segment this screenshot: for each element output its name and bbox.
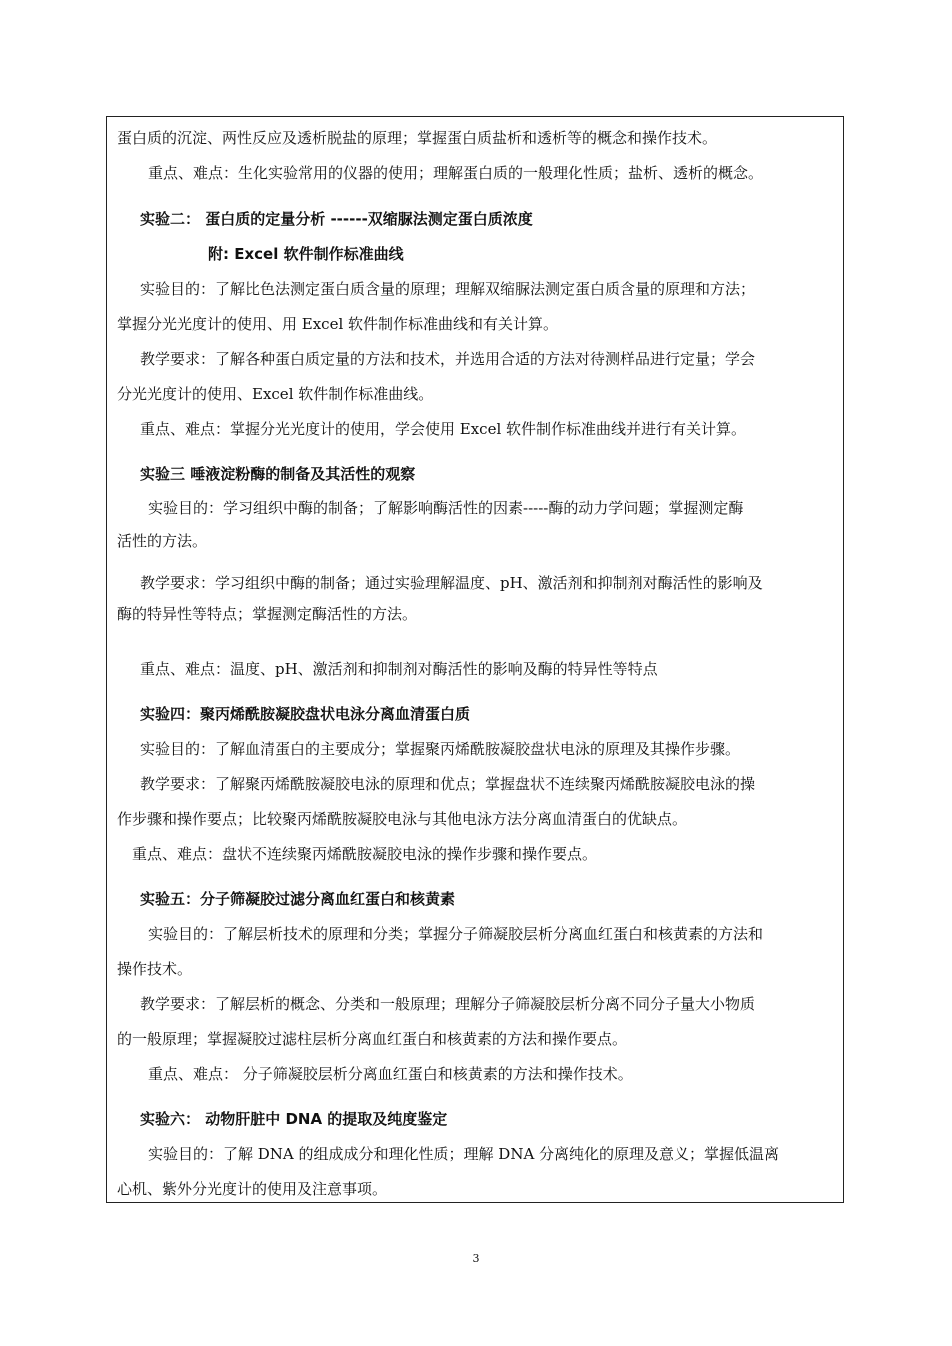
text-line: 实验目的：了解血清蛋白的主要成分；掌握聚丙烯酰胺凝胶盘状电泳的原理及其操作步骤。 — [140, 740, 741, 758]
section-heading-exp3: 实验三 唾液淀粉酶的制备及其活性的观察 — [140, 465, 416, 483]
text-line: 掌握分光光度计的使用、用 Excel 软件制作标准曲线和有关计算。 — [117, 315, 559, 333]
text-line: 教学要求：了解聚丙烯酰胺凝胶电泳的原理和优点；掌握盘状不连续聚丙烯酰胺凝胶电泳的操 — [140, 775, 756, 793]
section-heading-exp4: 实验四：聚丙烯酰胺凝胶盘状电泳分离血清蛋白质 — [140, 705, 471, 723]
text-line: 实验目的：学习组织中酶的制备；了解影响酶活性的因素-----酶的动力学问题；掌握测定酶 — [148, 499, 744, 517]
text-line: 的一般原理；掌握凝胶过滤柱层析分离血红蛋白和核黄素的方法和操作要点。 — [117, 1030, 628, 1048]
section-heading-exp2: 实验二： 蛋白质的定量分析 ------双缩脲法测定蛋白质浓度 — [140, 210, 533, 228]
text-line: 活性的方法。 — [117, 532, 208, 550]
text-line: 作步骤和操作要点；比较聚丙烯酰胺凝胶电泳与其他电泳方法分离血清蛋白的优缺点。 — [117, 810, 688, 828]
text-line: 蛋白质的沉淀、两性反应及透析脱盐的原理；掌握蛋白质盐析和透析等的概念和操作技术。 — [117, 129, 718, 147]
text-line: 重点、难点：生化实验常用的仪器的使用；理解蛋白质的一般理化性质；盐析、透析的概念。 — [148, 164, 764, 182]
text-line: 重点、难点：掌握分光光度计的使用，学会使用 Excel 软件制作标准曲线并进行有关计算。 — [140, 420, 747, 438]
text-line: 教学要求：学习组织中酶的制备；通过实验理解温度、pH、激活剂和抑制剂对酶活性的影响及 — [140, 574, 763, 592]
text-line: 教学要求：了解各种蛋白质定量的方法和技术，并选用合适的方法对待测样品进行定量；学会 — [140, 350, 756, 368]
text-line: 重点、难点： 分子筛凝胶层析分离血红蛋白和核黄素的方法和操作技术。 — [148, 1065, 633, 1083]
text-line: 操作技术。 — [117, 960, 193, 978]
text-line: 教学要求：了解层析的概念、分类和一般原理；理解分子筛凝胶层析分离不同分子量大小物质 — [140, 995, 756, 1013]
text-line: 重点、难点：盘状不连续聚丙烯酰胺凝胶电泳的操作步骤和操作要点。 — [132, 845, 598, 863]
page-number: 3 — [472, 1252, 480, 1265]
section-subheading-excel: 附: Excel 软件制作标准曲线 — [208, 245, 404, 263]
text-line: 重点、难点：温度、pH、激活剂和抑制剂对酶活性的影响及酶的特异性等特点 — [140, 660, 658, 678]
text-line: 实验目的：了解 DNA 的组成成分和理化性质；理解 DNA 分离纯化的原理及意义；掌握低温离 — [148, 1145, 780, 1163]
text-line: 实验目的：了解比色法测定蛋白质含量的原理；理解双缩脲法测定蛋白质含量的原理和方法； — [140, 280, 756, 298]
text-line: 分光光度计的使用、Excel 软件制作标准曲线。 — [117, 385, 434, 403]
text-line: 实验目的：了解层析技术的原理和分类；掌握分子筛凝胶层析分离血红蛋白和核黄素的方法和 — [148, 925, 764, 943]
text-line: 酶的特异性等特点；掌握测定酶活性的方法。 — [117, 605, 418, 623]
text-line: 心机、紫外分光度计的使用及注意事项。 — [117, 1180, 388, 1198]
section-heading-exp6: 实验六： 动物肝脏中 DNA 的提取及纯度鉴定 — [140, 1110, 448, 1128]
section-heading-exp5: 实验五：分子筛凝胶过滤分离血红蛋白和核黄素 — [140, 890, 456, 908]
